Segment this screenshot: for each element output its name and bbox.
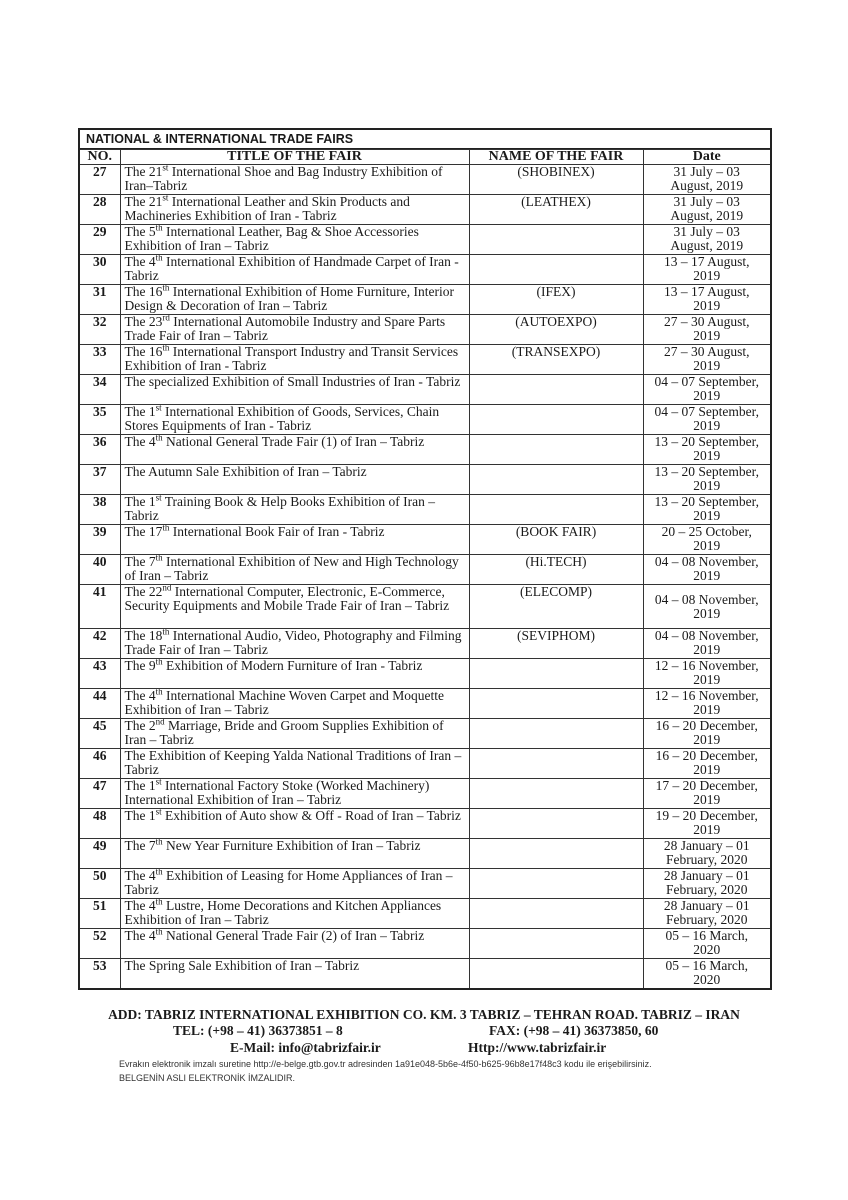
fair-title [120,345,469,375]
fair-title-text: International Machine Woven Carpet and Moquette Exhibition of Iran – Tabriz [124,688,444,717]
fair-date [643,899,770,929]
date-line: 31 July – 03 [673,224,740,239]
date-line: 13 – 20 September, [654,464,759,479]
e-signature-notice: Evrakın elektronik imzalı suretine http://e-belge.gtb.gov.tr adresinden 1a91e048-5b6e-4f50-b625-96b8e17f48c3 kodu ile erişebilirsiniz. [119,1059,652,1069]
fair-name: (TRANSEXPO) [469,345,643,375]
date-line: 20 – 25 October, [661,524,752,539]
ordinal-suffix: st [162,164,169,173]
row-number: 52 [80,929,120,959]
fair-title [120,749,469,779]
date-line: 05 – 16 March, [665,958,748,973]
fair-name [469,899,643,929]
ordinal-suffix: st [155,404,162,413]
fair-title [120,809,469,839]
fair-title [120,779,469,809]
ordinal-suffix: st [155,778,162,787]
table-row [80,315,770,345]
fair-title-text: The 9 [124,658,156,673]
fair-title-text: The 2 [124,718,156,733]
date-line: 28 January – 01 [663,868,750,883]
fair-title-text: The Spring Sale Exhibition of Iran – Tabriz [124,958,360,973]
date-line: 2019 [693,298,721,313]
date-line: 04 – 08 November, [654,591,759,607]
fair-title [120,585,469,629]
date-line: 2019 [693,822,721,837]
date-line: 2019 [693,358,721,373]
fair-date [643,929,770,959]
fair-title-text: International Transport Industry and Transit Services Exhibition of Iran - Tabriz [124,344,459,373]
fair-title-text: The 1 [124,404,156,419]
date-line: 13 – 20 September, [654,434,759,449]
fair-name [469,405,643,435]
fair-title-text: National General Trade Fair (1) of Iran – Tabriz [162,434,425,449]
date-line: 12 – 16 November, [654,658,759,673]
fair-title-text: The specialized Exhibition of Small Industries of Iran - Tabriz [124,374,461,389]
fair-name [469,225,643,255]
fair-title-text: International Computer, Electronic, E-Commerce, Security Equipments and Mobile Trade Fair of Iran – Tabriz [124,584,450,613]
table-row [80,405,770,435]
table-row [80,629,770,659]
ordinal-suffix: th [155,688,163,697]
row-number: 44 [80,689,120,719]
fair-date [643,195,770,225]
fair-title [120,225,469,255]
date-line: 2019 [693,762,721,777]
fair-title-text: National General Trade Fair (2) of Iran – Tabriz [162,928,425,943]
fair-title-text: International Factory Stoke (Worked Machinery) International Exhibition of Iran – Tabriz [124,778,430,807]
fair-date [643,405,770,435]
table-row [80,689,770,719]
ordinal-suffix: th [155,434,163,443]
fair-date [643,525,770,555]
table-row [80,809,770,839]
fair-title-text: The 16 [124,344,163,359]
fair-date [643,585,770,629]
fair-name [469,689,643,719]
ordinal-suffix: nd [162,584,172,593]
table-row [80,285,770,315]
row-number: 32 [80,315,120,345]
ordinal-suffix: th [155,254,163,263]
fair-date [643,689,770,719]
row-number: 50 [80,869,120,899]
date-line: 04 – 08 November, [654,628,759,643]
ordinal-suffix: th [162,628,170,637]
table-row [80,899,770,929]
fair-title-text: The 5 [124,224,156,239]
ordinal-suffix: th [162,344,170,353]
fair-date [643,779,770,809]
fair-name [469,929,643,959]
date-line: 2019 [693,388,721,403]
fair-title [120,555,469,585]
fair-title-text: The 1 [124,808,156,823]
row-number: 31 [80,285,120,315]
fair-name [469,435,643,465]
fair-title-text: The 16 [124,284,163,299]
date-line: 2019 [693,508,721,523]
table-row [80,345,770,375]
ordinal-suffix: th [155,224,163,233]
fair-name [469,839,643,869]
date-line: 27 – 30 August, [663,344,750,359]
fair-title-text: Exhibition of Modern Furniture of Iran - Tabriz [162,658,423,673]
date-line: 2019 [693,792,721,807]
table-row [80,839,770,869]
fair-name [469,255,643,285]
trade-fairs-sheet [78,128,772,990]
row-number: 42 [80,629,120,659]
fair-date [643,375,770,405]
fair-name: (SEVIPHOM) [469,629,643,659]
ordinal-suffix: th [162,284,170,293]
header-date: Date [643,150,770,165]
fair-name [469,959,643,989]
row-number: 33 [80,345,120,375]
date-line: 2019 [693,268,721,283]
row-number: 30 [80,255,120,285]
fair-title-text: International Exhibition of Handmade Carpet of Iran - Tabriz [124,254,459,283]
fair-title [120,719,469,749]
fair-name: (AUTOEXPO) [469,315,643,345]
fair-name: (BOOK FAIR) [469,525,643,555]
fair-title [120,405,469,435]
table-row [80,255,770,285]
fair-date [643,255,770,285]
row-number: 35 [80,405,120,435]
ordinal-suffix: rd [162,314,170,323]
fair-title-text: Exhibition of Leasing for Home Appliances of Iran – Tabriz [124,868,453,897]
date-line: 2019 [693,605,721,621]
date-line: 2019 [693,642,721,657]
ordinal-suffix: th [155,868,163,877]
footer-tel: TEL: (+98 – 41) 36373851 – 8 [173,1023,343,1038]
date-line: 05 – 16 March, [665,928,748,943]
header-name: NAME OF THE FAIR [469,150,643,165]
fair-date [643,225,770,255]
fair-date [643,659,770,689]
date-line: 27 – 30 August, [663,314,750,329]
fair-name [469,869,643,899]
fair-title-text: The 4 [124,898,156,913]
fair-title-text: Training Book & Help Books Exhibition of Iran – Tabriz [124,494,436,523]
fair-title-text: The 7 [124,838,156,853]
ordinal-suffix: th [155,838,163,847]
row-number: 45 [80,719,120,749]
fair-title-text: The 21 [124,194,163,209]
footer-address: ADD: TABRIZ INTERNATIONAL EXHIBITION CO. KM. 3 TABRIZ – TEHRAN ROAD. TABRIZ – IRAN [108,1007,740,1022]
fair-date [643,285,770,315]
fair-date [643,869,770,899]
fair-name [469,375,643,405]
date-line: 13 – 17 August, [663,254,750,269]
fair-title-text: The 7 [124,554,156,569]
fair-title [120,659,469,689]
fair-name: (LEATHEX) [469,195,643,225]
trade-fairs-table [80,149,770,988]
table-row [80,585,770,629]
fair-date [643,809,770,839]
date-line: 31 July – 03 [673,194,740,209]
footer-fax: FAX: (+98 – 41) 36373850, 60 [489,1023,659,1038]
date-line: 2019 [693,538,721,553]
fair-date [643,435,770,465]
fair-date [643,315,770,345]
table-row [80,165,770,195]
date-line: 2019 [693,732,721,747]
row-number: 48 [80,809,120,839]
table-row [80,525,770,555]
fair-date [643,165,770,195]
table-row [80,869,770,899]
fair-title [120,525,469,555]
date-line: 2019 [693,418,721,433]
fair-name: (ELECOMP) [469,585,643,629]
row-number: 28 [80,195,120,225]
table-row [80,465,770,495]
table-row [80,959,770,989]
fair-date [643,555,770,585]
fair-title-text: The 1 [124,494,156,509]
fair-date [643,749,770,779]
ordinal-suffix: th [155,554,163,563]
fair-title-text: International Automobile Industry and Spare Parts Trade Fair of Iran – Tabriz [124,314,446,343]
fair-title-text: The 4 [124,928,156,943]
fair-date [643,959,770,989]
fair-title [120,899,469,929]
fair-title [120,435,469,465]
table-row [80,929,770,959]
row-number: 37 [80,465,120,495]
date-line: 2020 [693,972,721,987]
fair-date [643,345,770,375]
fair-title [120,255,469,285]
date-line: 04 – 08 November, [654,554,759,569]
ordinal-suffix: th [155,928,163,937]
fair-name [469,779,643,809]
fair-title [120,195,469,225]
fair-name [469,659,643,689]
date-line: 28 January – 01 [663,898,750,913]
ordinal-suffix: th [155,658,163,667]
fair-title [120,315,469,345]
ordinal-suffix: st [162,194,169,203]
fair-title-text: International Exhibition of New and High Technology of Iran – Tabriz [124,554,459,583]
fair-title-text: International Audio, Video, Photography and Filming Trade Fair of Iran – Tabriz [124,628,462,657]
date-line: February, 2020 [665,852,748,867]
fair-name: (Hi.TECH) [469,555,643,585]
table-row [80,779,770,809]
fair-title [120,869,469,899]
footer-website: Http://www.tabrizfair.ir [468,1040,607,1055]
row-number: 27 [80,165,120,195]
table-row [80,719,770,749]
fair-title [120,959,469,989]
fair-name [469,809,643,839]
date-line: 2019 [693,672,721,687]
fair-title-text: The 17 [124,524,163,539]
date-line: 13 – 20 September, [654,494,759,509]
table-row [80,225,770,255]
fair-name [469,465,643,495]
fair-title [120,375,469,405]
ordinal-suffix: th [155,898,163,907]
date-line: August, 2019 [670,238,744,253]
table-row [80,555,770,585]
date-line: 13 – 17 August, [663,284,750,299]
fair-title [120,929,469,959]
table-row [80,435,770,465]
row-number: 41 [80,585,120,629]
fair-title-text: The Autumn Sale Exhibition of Iran – Tabriz [124,464,367,479]
fair-title-text: The 1 [124,778,156,793]
fair-name [469,719,643,749]
row-number: 38 [80,495,120,525]
fair-title-text: The 21 [124,164,163,179]
fair-title [120,465,469,495]
header-title: TITLE OF THE FAIR [120,150,469,165]
fair-date [643,629,770,659]
date-line: 31 July – 03 [673,164,740,179]
row-number: 36 [80,435,120,465]
fair-title-text: The 23 [124,314,163,329]
row-number: 40 [80,555,120,585]
fair-title-text: New Year Furniture Exhibition of Iran – Tabriz [162,838,421,853]
date-line: 2019 [693,568,721,583]
fair-title-text: The 18 [124,628,163,643]
date-line: February, 2020 [665,882,748,897]
date-line: 28 January – 01 [663,838,750,853]
original-signed-notice: BELGENİN ASLI ELEKTRONİK İMZALIDIR. [119,1073,296,1083]
table-row [80,749,770,779]
fair-date [643,495,770,525]
fair-title [120,689,469,719]
table-header-row [80,150,770,165]
row-number: 39 [80,525,120,555]
date-line: 16 – 20 December, [655,748,758,763]
fair-title [120,839,469,869]
table-row [80,659,770,689]
date-line: 19 – 20 December, [655,808,758,823]
table-row [80,495,770,525]
fair-title-text: International Exhibition of Goods, Services, Chain Stores Equipments of Iran - Tabriz [124,404,440,433]
fair-title-text: The 4 [124,434,156,449]
fair-title [120,285,469,315]
date-line: 2019 [693,702,721,717]
fair-title [120,165,469,195]
table-row [80,195,770,225]
section-title: NATIONAL & INTERNATIONAL TRADE FAIRS [80,130,770,149]
date-line: February, 2020 [665,912,748,927]
date-line: 04 – 07 September, [654,404,759,419]
ordinal-suffix: st [155,808,162,817]
row-number: 34 [80,375,120,405]
fair-title-text: International Leather, Bag & Shoe Accessories Exhibition of Iran – Tabriz [124,224,419,253]
fair-title [120,495,469,525]
date-line: 16 – 20 December, [655,718,758,733]
fair-title-text: Marriage, Bride and Groom Supplies Exhibition of Iran – Tabriz [124,718,444,747]
fair-title-text: The 4 [124,688,156,703]
fair-title-text: Lustre, Home Decorations and Kitchen Appliances Exhibition of Iran – Tabriz [124,898,442,927]
row-number: 43 [80,659,120,689]
fair-date [643,719,770,749]
fair-date [643,839,770,869]
fair-title-text: The Exhibition of Keeping Yalda National Traditions of Iran – Tabriz [124,748,462,777]
row-number: 53 [80,959,120,989]
ordinal-suffix: th [162,524,170,533]
fair-name: (IFEX) [469,285,643,315]
date-line: 2019 [693,328,721,343]
fair-title-text: International Leather and Skin Products and Machineries Exhibition of Iran - Tabriz [124,194,410,223]
date-line: August, 2019 [670,208,744,223]
fair-title-text: Exhibition of Auto show & Off - Road of Iran – Tabriz [161,808,461,823]
row-number: 47 [80,779,120,809]
row-number: 29 [80,225,120,255]
fair-title-text: International Shoe and Bag Industry Exhibition of Iran–Tabriz [124,164,443,193]
fair-name [469,495,643,525]
footer-email: E-Mail: info@tabrizfair.ir [230,1040,381,1055]
date-line: 2019 [693,448,721,463]
fair-name: (SHOBINEX) [469,165,643,195]
fair-title-text: The 4 [124,254,156,269]
ordinal-suffix: nd [155,718,165,727]
row-number: 51 [80,899,120,929]
row-number: 46 [80,749,120,779]
fair-date [643,465,770,495]
fair-title [120,629,469,659]
fair-title-text: International Exhibition of Home Furniture, Interior Design & Decoration of Iran – Tabriz [124,284,454,313]
row-number: 49 [80,839,120,869]
header-no: NO. [80,150,120,165]
date-line: 04 – 07 September, [654,374,759,389]
ordinal-suffix: st [155,494,162,503]
date-line: 2020 [693,942,721,957]
fair-name [469,749,643,779]
date-line: 12 – 16 November, [654,688,759,703]
table-row [80,375,770,405]
date-line: 2019 [693,478,721,493]
date-line: August, 2019 [670,178,744,193]
fair-title-text: The 22 [124,584,163,599]
fair-title-text: The 4 [124,868,156,883]
date-line: 17 – 20 December, [655,778,758,793]
fair-title-text: International Book Fair of Iran - Tabriz [169,524,385,539]
